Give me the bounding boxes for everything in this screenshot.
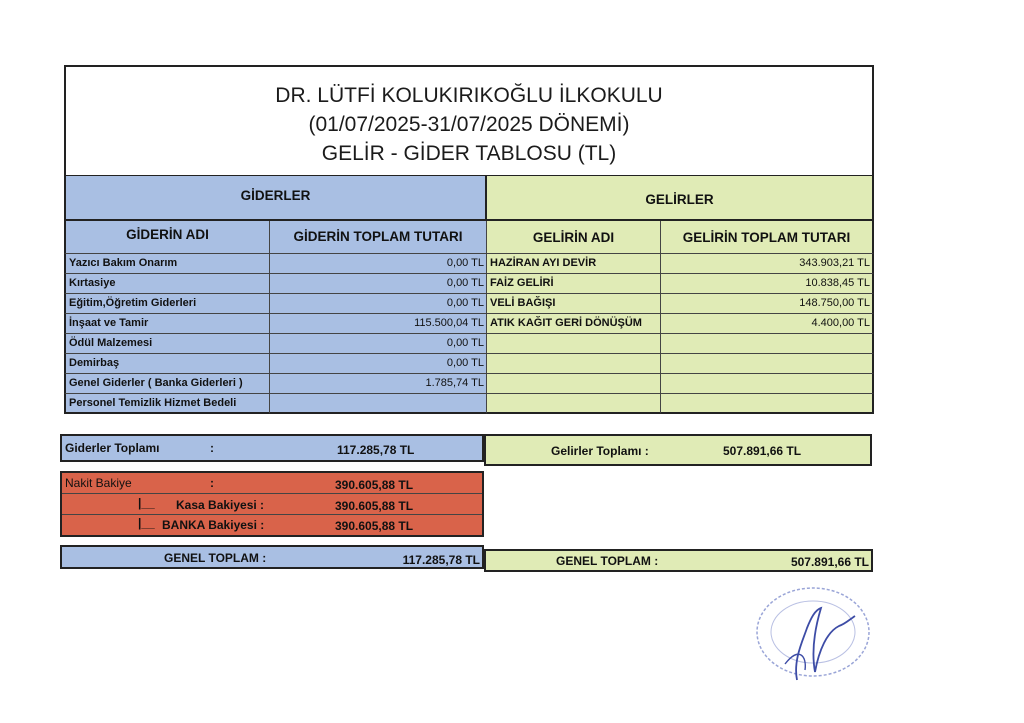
official-stamp-icon <box>745 580 885 690</box>
income-name-cell: FAİZ GELİRİ <box>487 274 661 294</box>
income-total-box <box>484 434 872 466</box>
school-name: DR. LÜTFİ KOLUKIRIKOĞLU İLKOKULU <box>275 84 663 107</box>
expense-name-cell: Eğitim,Öğretim Giderleri <box>64 294 270 314</box>
income-name-cell <box>487 354 661 374</box>
income-amount-cell: 343.903,21 TL <box>661 254 874 274</box>
income-total-header: GELİRİN TOPLAM TUTARI <box>661 221 874 254</box>
income-section-header <box>487 175 874 221</box>
expenses-grand-total-value: 117.285,78 TL <box>402 553 480 567</box>
expenses-total-label: Giderler Toplamı <box>65 441 160 455</box>
expense-name-cell: Genel Giderler ( Banka Giderleri ) <box>64 374 270 394</box>
expense-name-cell: Ödül Malzemesi <box>64 334 270 354</box>
bank-balance-value: 390.605,88 TL <box>335 519 414 533</box>
income-name-cell: HAZİRAN AYI DEVİR <box>487 254 661 274</box>
income-name-cell <box>487 334 661 354</box>
income-amount-cell <box>661 334 874 354</box>
expense-amount-cell: 0,00 TL <box>270 294 487 314</box>
expenses-total-value: 117.285,78 TL <box>337 443 415 457</box>
expense-name-cell: Personel Temizlik Hizmet Bedeli <box>64 394 270 414</box>
income-total-value: 507.891,66 TL <box>723 444 802 458</box>
bank-balance-row: |__ BANKA Bakiyesi : 390.605,88 TL <box>138 516 414 533</box>
table-title: GELİR - GİDER TABLOSU (TL) <box>321 142 617 165</box>
balance-box <box>60 471 484 537</box>
income-name-cell <box>487 374 661 394</box>
document-title-block <box>64 65 874 175</box>
expense-amount-cell: 0,00 TL <box>270 254 487 274</box>
expense-amount-cell: 0,00 TL <box>270 354 487 374</box>
expense-amount-cell: 0,00 TL <box>270 334 487 354</box>
income-name-cell: VELİ BAĞIŞI <box>487 294 661 314</box>
cash-balance-value: 390.605,88 TL <box>335 478 414 492</box>
expense-name-cell: Kırtasiye <box>64 274 270 294</box>
income-amount-cell <box>661 374 874 394</box>
income-total-label: Gelirler Toplamı : <box>551 444 649 458</box>
cash-balance-label: Nakit Bakiye <box>65 476 132 490</box>
expenses-section-title: GİDERLER <box>240 188 311 203</box>
cash-balance-row: Nakit Bakiye : 390.605,88 TL <box>62 473 482 494</box>
income-amount-cell: 148.750,00 TL <box>661 294 874 314</box>
period: (01/07/2025-31/07/2025 DÖNEMİ) <box>308 113 630 136</box>
income-grand-total-value: 507.891,66 TL <box>790 555 869 569</box>
income-name-header: GELİRİN ADI <box>487 221 661 254</box>
income-section-title: GELİRLER <box>645 192 714 207</box>
expense-name-cell: İnşaat ve Tamir <box>64 314 270 334</box>
income-amount-cell <box>661 354 874 374</box>
kasa-balance-row: |__ Kasa Bakiyesi : 390.605,88 TL <box>62 494 482 515</box>
income-amount-cell: 4.400,00 TL <box>661 314 874 334</box>
expenses-grand-total-label: GENEL TOPLAM : <box>164 551 267 565</box>
expenses-grand-total-box <box>60 545 484 569</box>
expense-total-header: GİDERİN TOPLAM TUTARI <box>270 221 487 254</box>
expense-amount-cell: 1.785,74 TL <box>270 374 487 394</box>
expense-amount-cell: 0,00 TL <box>270 274 487 294</box>
income-name-cell: ATIK KAĞIT GERİ DÖNÜŞÜM <box>487 314 661 334</box>
expenses-section-header <box>64 175 487 221</box>
expense-name-cell: Demirbaş <box>64 354 270 374</box>
expense-amount-cell <box>270 394 487 414</box>
income-amount-cell <box>661 394 874 414</box>
kasa-balance-value: 390.605,88 TL <box>335 499 414 513</box>
income-amount-cell: 10.838,45 TL <box>661 274 874 294</box>
expense-amount-cell: 115.500,04 TL <box>270 314 487 334</box>
bank-balance-label: BANKA Bakiyesi : <box>162 518 265 532</box>
expense-name-cell: Yazıcı Bakım Onarım <box>64 254 270 274</box>
income-grand-total-label: GENEL TOPLAM : <box>556 554 659 568</box>
expenses-total-box: Giderler Toplamı : 117.285,78 TL <box>60 434 484 462</box>
income-name-cell <box>487 394 661 414</box>
kasa-balance-label: Kasa Bakiyesi : <box>176 498 265 512</box>
expense-name-header: GİDERİN ADI <box>64 221 270 254</box>
income-grand-total-box <box>484 549 873 572</box>
